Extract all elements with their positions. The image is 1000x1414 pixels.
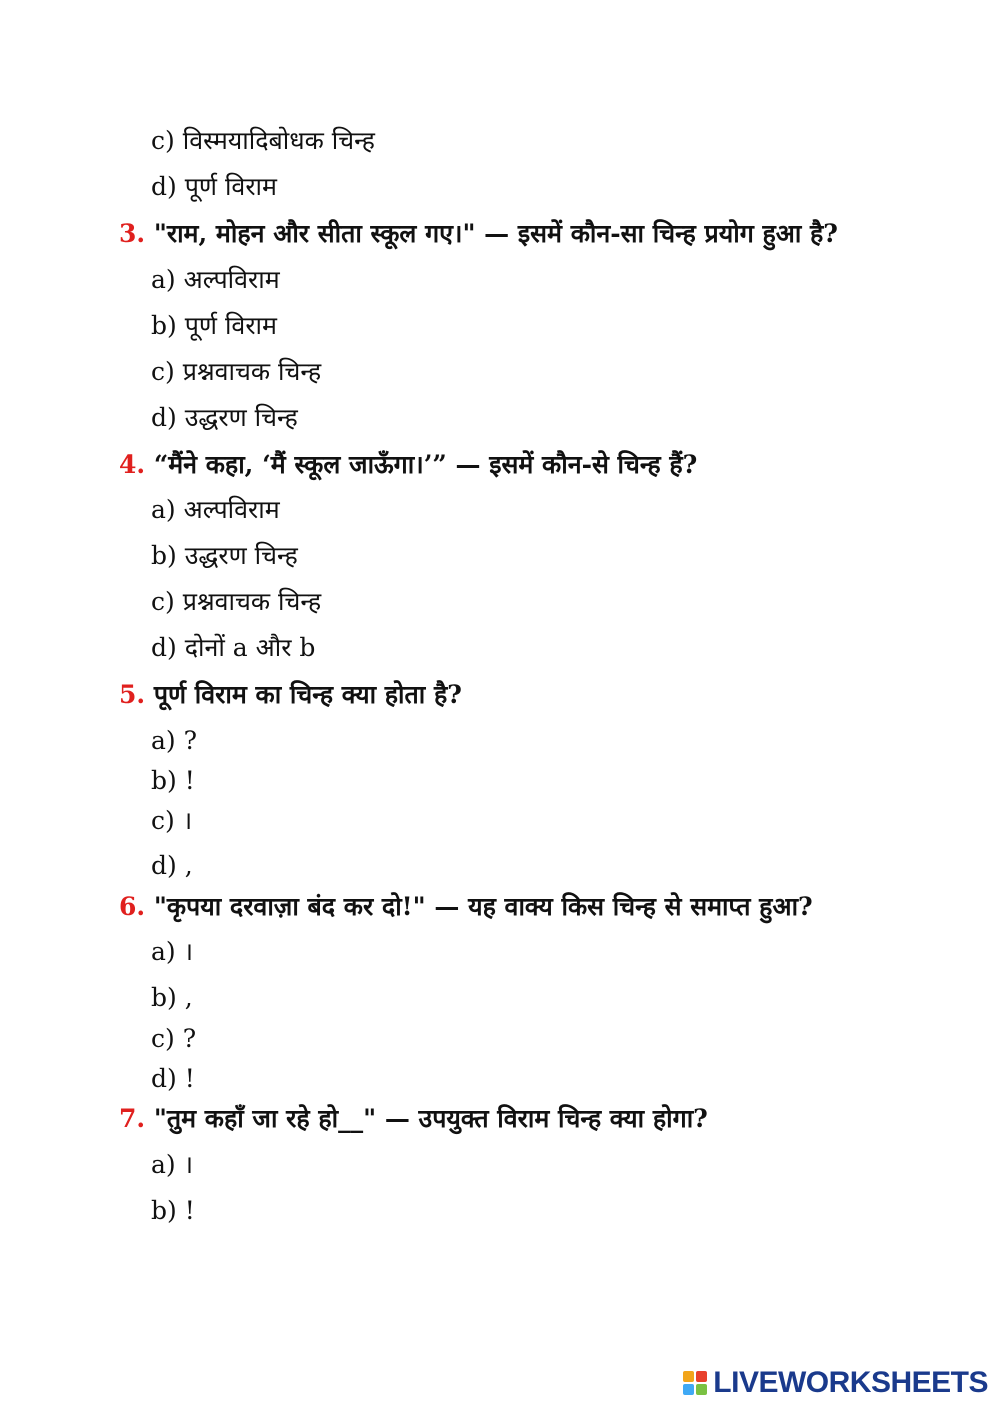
option-text: ,: [184, 983, 193, 1012]
option-label: a): [151, 495, 176, 524]
option-label: b): [151, 311, 177, 340]
question-6: [119, 894, 813, 919]
option-label: d): [151, 851, 177, 880]
option-label: c): [151, 126, 175, 155]
option-label: c): [151, 357, 175, 386]
option-text: अल्पविराम: [183, 495, 280, 524]
option-text: उद्धरण चिन्ह: [184, 541, 298, 570]
option-text: पूर्ण विराम: [184, 311, 277, 340]
logo-tile: [683, 1384, 694, 1395]
question-number: 7.: [119, 1104, 146, 1133]
q6-option-b[interactable]: [151, 985, 193, 1010]
option-text: विस्मयादिबोधक चिन्ह: [182, 126, 375, 155]
q4-option-d[interactable]: [151, 635, 315, 660]
question-7: [119, 1106, 708, 1131]
option-label: b): [151, 1196, 177, 1225]
liveworksheets-logo[interactable]: [683, 1368, 988, 1398]
q5-option-a[interactable]: [151, 728, 197, 753]
q6-option-d[interactable]: [151, 1066, 195, 1091]
option-label: d): [151, 403, 177, 432]
option-label: d): [151, 1064, 177, 1093]
logo-tile: [696, 1371, 707, 1382]
option-label: a): [151, 1150, 176, 1179]
question-3: [119, 221, 838, 246]
option-label: a): [151, 265, 176, 294]
option-label: d): [151, 172, 177, 201]
q4-option-b[interactable]: [151, 543, 298, 568]
q2-option-c[interactable]: [151, 128, 375, 153]
option-text: ।: [183, 1150, 194, 1179]
question-text: पूर्ण विराम का चिन्ह क्या होता है?: [153, 680, 462, 709]
option-text: पूर्ण विराम: [184, 172, 277, 201]
logo-tile: [696, 1384, 707, 1395]
q5-option-b[interactable]: [151, 768, 195, 793]
q5-option-d[interactable]: [151, 853, 193, 878]
logo-text: LIVEWORKSHEETS: [713, 1366, 988, 1399]
option-label: a): [151, 937, 176, 966]
question-number: 4.: [119, 450, 146, 479]
option-text: !: [184, 766, 195, 795]
q6-option-c[interactable]: [151, 1026, 196, 1051]
q4-option-a[interactable]: [151, 497, 280, 522]
option-text: ?: [183, 726, 198, 755]
q2-option-d[interactable]: [151, 174, 277, 199]
question-text: "कृपया दरवाज़ा बंद कर दो!" — यह वाक्य किस चिन्ह से समाप्त हुआ?: [153, 892, 813, 921]
q3-option-d[interactable]: [151, 405, 298, 430]
q5-option-c[interactable]: [151, 808, 192, 833]
q7-option-b[interactable]: [151, 1198, 195, 1223]
option-text: ।: [183, 937, 194, 966]
q3-option-c[interactable]: [151, 359, 321, 384]
option-text: ?: [182, 1024, 197, 1053]
option-text: प्रश्नवाचक चिन्ह: [182, 357, 322, 386]
logo-tile: [683, 1371, 694, 1382]
liveworksheets-icon: [683, 1371, 707, 1395]
option-text: प्रश्नवाचक चिन्ह: [182, 587, 322, 616]
option-label: b): [151, 983, 177, 1012]
question-text: "तुम कहाँ जा रहे हो__" — उपयुक्त विराम चिन्ह क्या होगा?: [153, 1104, 708, 1133]
option-label: a): [151, 726, 176, 755]
option-label: c): [151, 587, 175, 616]
option-text: ,: [184, 851, 193, 880]
q3-option-a[interactable]: [151, 267, 280, 292]
q4-option-c[interactable]: [151, 589, 321, 614]
question-text: "राम, मोहन और सीता स्कूल गए।" — इसमें कौन-सा चिन्ह प्रयोग हुआ है?: [153, 219, 838, 248]
question-number: 6.: [119, 892, 146, 921]
question-number: 3.: [119, 219, 146, 248]
q7-option-a[interactable]: [151, 1152, 193, 1177]
option-label: b): [151, 541, 177, 570]
option-text: !: [184, 1196, 195, 1225]
option-text: !: [184, 1064, 195, 1093]
question-number: 5.: [119, 680, 146, 709]
q3-option-b[interactable]: [151, 313, 277, 338]
question-text: “मैंने कहा, ‘मैं स्कूल जाऊँगा।’” — इसमें कौन-से चिन्ह हैं?: [153, 450, 698, 479]
option-text: दोनों a और b: [184, 633, 316, 662]
q6-option-a[interactable]: [151, 939, 193, 964]
question-5: [119, 682, 462, 707]
option-label: b): [151, 766, 177, 795]
option-label: c): [151, 806, 175, 835]
question-4: [119, 452, 697, 477]
option-text: उद्धरण चिन्ह: [184, 403, 298, 432]
option-text: अल्पविराम: [183, 265, 280, 294]
option-text: ।: [182, 806, 193, 835]
option-label: d): [151, 633, 177, 662]
option-label: c): [151, 1024, 175, 1053]
